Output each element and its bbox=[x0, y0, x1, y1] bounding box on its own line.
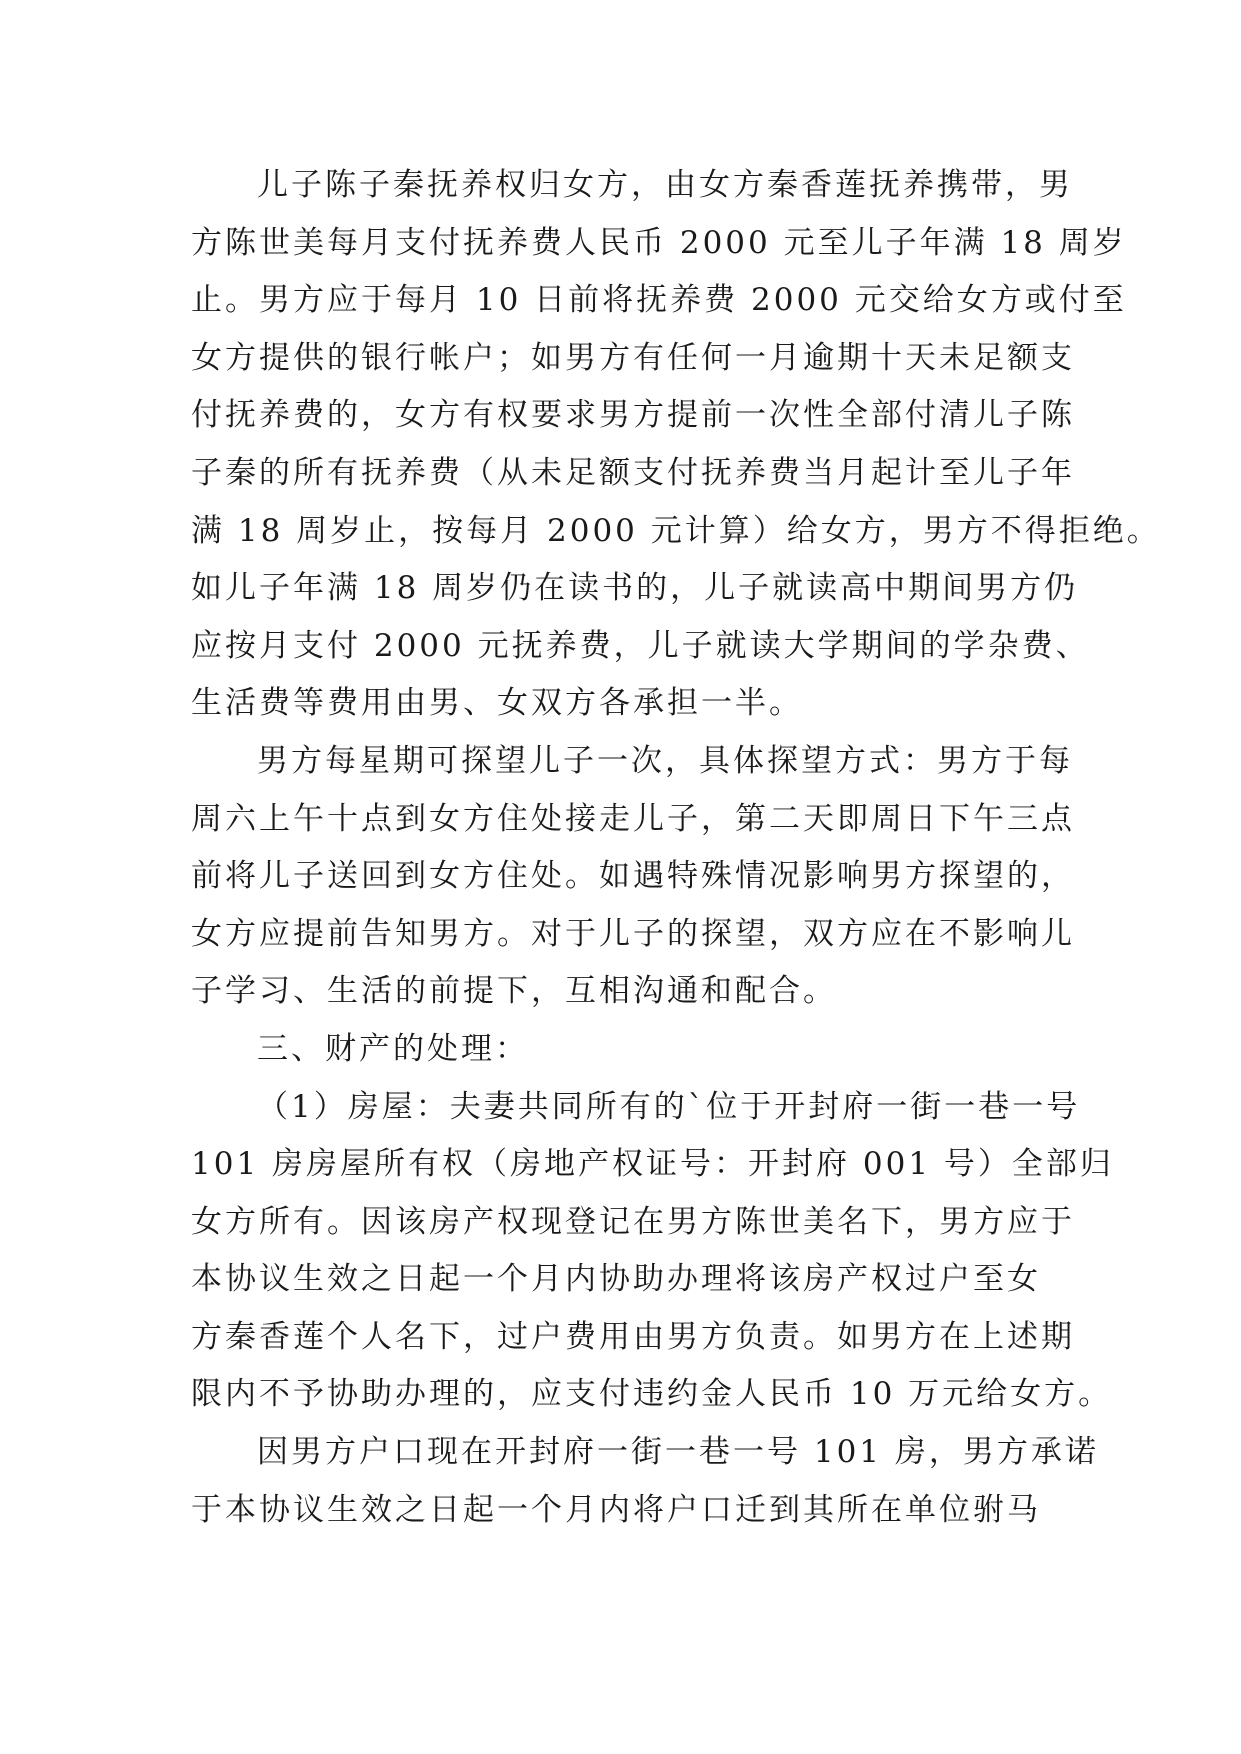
paragraph-visitation-line-1: 男方每星期可探望儿子一次，具体探望方式：男方于每 bbox=[257, 742, 1073, 779]
paragraph-house-line-3: 女方所有。因该房产权现登记在男方陈世美名下，男方应于 bbox=[191, 1203, 1075, 1240]
paragraph-child-custody-line-3: 止。男方应于每月 10 日前将抚养费 2000 元交给女方或付至 bbox=[191, 282, 1127, 319]
paragraph-house-line-4: 本协议生效之日起一个月内协助办理将该房产权过户至女 bbox=[191, 1261, 1041, 1298]
paragraph-child-custody-line-4: 女方提供的银行帐户；如男方有任何一月逾期十天未足额支 bbox=[191, 339, 1075, 376]
paragraph-child-custody-line-2: 方陈世美每月支付抚养费人民币 2000 元至儿子年满 18 周岁 bbox=[191, 224, 1127, 261]
paragraph-hukou-line-1: 因男方户口现在开封府一街一巷一号 101 房，男方承诺 bbox=[257, 1434, 1099, 1471]
paragraph-child-custody-line-6: 子秦的所有抚养费（从未足额支付抚养费当月起计至儿子年 bbox=[191, 454, 1075, 491]
paragraph-child-custody-line-1: 儿子陈子秦抚养权归女方，由女方秦香莲抚养携带，男 bbox=[257, 167, 1073, 203]
paragraph-house-line-2: 101 房房屋所有权（房地产权证号：开封府 001 号）全部归 bbox=[191, 1146, 1114, 1183]
paragraph-child-custody-line-7: 满 18 周岁止，按每月 2000 元计算）给女方，男方不得拒绝。 bbox=[191, 512, 1161, 549]
paragraph-child-custody-line-8: 如儿子年满 18 周岁仍在读书的，儿子就读高中期间男方仍 bbox=[191, 570, 1079, 607]
paragraph-child-custody-line-9: 应按月支付 2000 元抚养费，儿子就读大学期间的学杂费、 bbox=[191, 627, 1090, 664]
paragraph-house-line-5: 方秦香莲个人名下，过户费用由男方负责。如男方在上述期 bbox=[191, 1318, 1075, 1355]
paragraph-visitation-line-4: 女方应提前告知男方。对于儿子的探望，双方应在不影响儿 bbox=[191, 915, 1075, 952]
paragraph-child-custody-line-10: 生活费等费用由男、女双方各承担一半。 bbox=[191, 685, 803, 722]
paragraph-visitation-line-3: 前将儿子送回到女方住处。如遇特殊情况影响男方探望的， bbox=[191, 858, 1075, 895]
paragraph-house-line-1: （1）房屋：夫妻共同所有的`位于开封府一街一巷一号 bbox=[257, 1088, 1081, 1125]
paragraph-child-custody-line-5: 付抚养费的，女方有权要求男方提前一次性全部付清儿子陈 bbox=[191, 397, 1075, 434]
paragraph-visitation-line-5: 子学习、生活的前提下，互相沟通和配合。 bbox=[191, 973, 837, 1010]
paragraph-house-line-6: 限内不予协助办理的，应支付违约金人民币 10 万元给女方。 bbox=[191, 1376, 1113, 1413]
paragraph-hukou-line-2: 于本协议生效之日起一个月内将户口迁到其所在单位驸马 bbox=[191, 1491, 1041, 1528]
document-body bbox=[191, 157, 1161, 1539]
section-heading-property: 三、财产的处理： bbox=[257, 1030, 529, 1067]
paragraph-visitation-line-2: 周六上午十点到女方住处接走儿子，第二天即周日下午三点 bbox=[191, 800, 1075, 837]
